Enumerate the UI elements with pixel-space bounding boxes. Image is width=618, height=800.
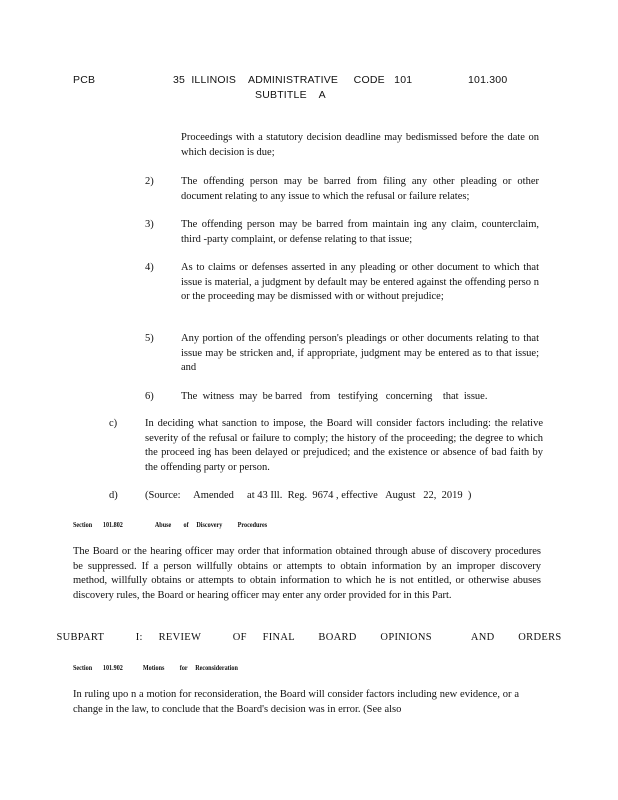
section-802-body: The Board or the hearing officer may order that information obtained through abuse of discovery procedures be suppressed. If a person willfully obtains or attempts to obtain information by an improper discovery method, willfully obtains or attempts to obtain information to which he is not entitled, or otherwise abuses discovery rules, the Board or hearing officer may enter any order provided for in this Part. [73, 546, 541, 601]
item-6-text: The witness may be barred from testifying concerning that issue. [181, 391, 488, 402]
item-intro-text: Proceedings with a statutory decision deadline may bedismissed before the date on which decision is due; [181, 132, 539, 158]
item-3-text: The offending person may be barred from maintain ing any claim, counterclaim, third -party complaint, or defense relating to that issue; [181, 219, 539, 245]
section-802-heading: Section 101.802 Abuse of Discovery Procedures [73, 520, 268, 529]
item-c-text: In deciding what sanction to impose, the Board will consider factors including: the relative severity of the refusal or failure to comply; the history of the proceeding; the degree to which the proceed ing has been delayed or prejudiced; and the existence or absence of bad faith by the offending party or person. [145, 418, 543, 473]
subpart-heading: SUBPART I: REVIEW OF FINAL BOARD OPINIONS AND ORDERS [56, 632, 562, 643]
item-d-source-note: (Source: Amended at 43 Ill. Reg. 9674 , effective August 22, 2019 ) [145, 490, 472, 501]
item-d-number: d) [109, 490, 118, 501]
item-3-number: 3) [145, 219, 154, 230]
header-right: 101.300 [468, 74, 508, 86]
item-6-number: 6) [145, 391, 154, 402]
item-4-text: As to claims or defenses asserted in any pleading or other document to which that issue is material, a judgment by default may be entered against the offending perso n or the proceeding may be dismissed with or without prejudice; [181, 262, 539, 302]
item-2-number: 2) [145, 176, 154, 187]
item-5-text: Any portion of the offending person's pleadings or other documents relating to that issue may be stricken and, if appropriate, judgment may be entered as to that issue; and [181, 333, 539, 373]
item-c-number: c) [109, 418, 118, 429]
item-4-number: 4) [145, 262, 154, 273]
item-2-text: The offending person may be barred from filing any other pleading or other document relating to any issue to which the refusal or failure relates; [181, 176, 539, 202]
header-center-line1: 35 ILLINOIS ADMINISTRATIVE CODE 101 [173, 74, 413, 86]
section-902-body: In ruling upo n a motion for reconsideration, the Board will consider factors including new evidence, or a change in the law, to conclude that the Board's decision was in error. (See also [73, 689, 519, 715]
header-left: PCB [73, 74, 96, 86]
item-5-number: 5) [145, 333, 154, 344]
header-center-line2: SUBTITLE A [255, 89, 326, 101]
section-902-heading: Section 101.902 Motions for Reconsideration [73, 663, 238, 672]
